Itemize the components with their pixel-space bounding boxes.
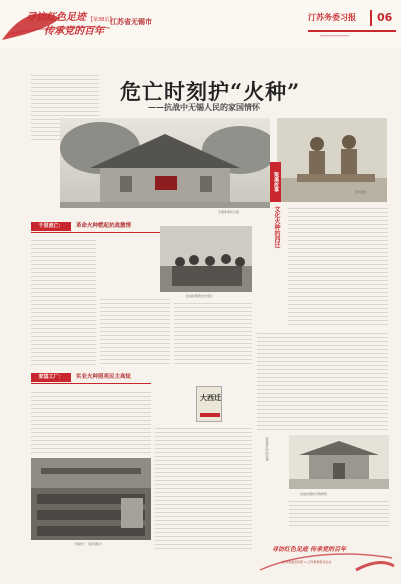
section-1-text-col-3 [174,300,252,366]
page-number: 06 [377,11,393,24]
right-text-block-2 [257,330,388,430]
book-band [200,413,220,417]
right-text-block-1 [288,205,388,325]
header-brush-title-2: 传承党的百年 [44,26,104,37]
crowd-image [160,226,252,292]
crowd-caption: 抗战时期的历史照片 [186,294,214,298]
credit-block: 抗战烽火中的无锡 [265,437,269,461]
right-text-lines-1 [288,205,388,325]
page-header [0,0,401,48]
section-1-tag: 千里流亡： [31,222,71,231]
section-2-lines-col-2 [155,425,252,550]
section-1-lines-col-1 [31,237,96,367]
main-title: 危亡时刻护“火种” [120,79,301,104]
footer-small-text: 江苏省委宣传部 × 江苏教育报刊总社 [282,560,332,564]
vertical-section-tag: 梁溪故事 [270,162,281,202]
section-1-heading: 革命火种燃起抗战激情 [76,223,132,229]
section-1-text-col-2 [100,296,170,366]
section-2-lines-col-1 [31,389,151,453]
section-2-rule [31,383,151,384]
section-2-text-col-2 [155,425,252,550]
footer-brush-text: 寻访红色足迹 传承党的百年 [272,546,347,553]
book-cover [196,386,222,422]
statue-image [277,118,387,202]
statue-caption: 资料图片 [355,190,368,194]
building-caption: 无锡革命纪念馆 [218,210,240,214]
section-2-text-col-1 [31,389,151,453]
building-image [60,118,270,208]
issue-line: ━━━━━━━━━━━━━━ [320,34,350,38]
section-1-text-col-1 [31,237,96,367]
section-1-lines-col-3 [174,300,252,366]
side-caption: 文化火种的西迁 [273,206,280,248]
pagoda-image [289,435,389,489]
paper-logo: 汀苏务委习报 [308,13,356,22]
header-region: 江苏省无锡市 [110,18,152,26]
right-text-lines-2 [257,330,388,430]
header-rule [308,30,396,32]
building-illustration [60,118,270,208]
header-divider [370,10,372,26]
main-subtitle: ——抗战中无锡人民的家国情怀 [148,102,260,112]
section-1-lines-col-2 [100,296,170,366]
header-brush-title-1: 寻访红色足迹 [26,12,86,23]
section-2-tag: 家国工厂： [31,373,71,382]
section-1-rule [31,232,181,233]
right-text-block-3 [289,498,389,528]
statue-photo [277,118,387,202]
crowd-photo [160,226,252,292]
pagoda-caption: 抗战时期的无锡建筑 [300,492,328,496]
header-badge: 【第38站】 [88,17,115,23]
factory-caption: 无锡纱厂（资料图片） [74,542,105,546]
factory-photo [31,458,151,540]
right-text-lines-3 [289,498,389,528]
section-2-heading: 实业火种照亮民主高炫 [76,374,132,380]
pagoda-photo [289,435,389,489]
factory-image [31,458,151,540]
book-title: 大西迁 [200,393,221,402]
